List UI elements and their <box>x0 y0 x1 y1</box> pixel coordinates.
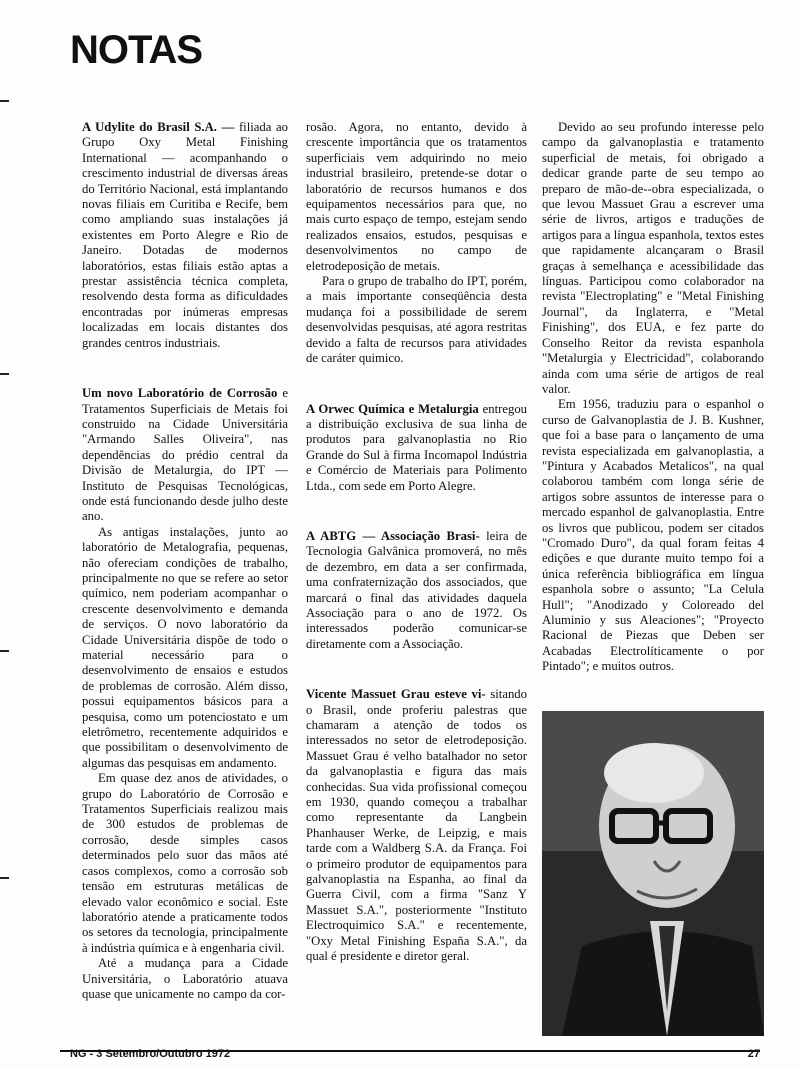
page-number: 27 <box>747 1048 760 1060</box>
article-paragraph: Devido ao seu profundo interesse pelo campo da galvanoplastia e tratamento superficial de metais, foi obrigado a dedicar grande parte de seu tempo ao preparo de mão-de--obra especializada, o que levou Massuet Grau a escrever uma série de livros, artigos e traduções de artigos para a língua espanhola, textos estes que rapidamente alcançaram o Brasil graças à semelhança e acessibilidade das línguas. Participou como colaborador na revista "Electroplating" e "Metal Finishing Journal", da Inglaterra, e "Metal Finishing", dos EUA, e fez parte do Conselho Reitor da revista espanhola "Metalurgia y Electricidad", colaborando ainda com uma série de artigos de real valor. <box>542 120 764 396</box>
margin-mark <box>0 373 9 375</box>
article-text: e Tratamentos Superficiais de Metais foi construido na Cidade Universitária "Armando Salles Oliveira", nas dependências do prédio central da Divisão de Metalurgia, do IPT — Instituto de Pesquisas Tecnológicas, onde está funcionando desde julho deste ano. <box>82 386 288 524</box>
page-footer <box>60 1050 760 1068</box>
article-heading: A ABTG — Associação Brasi- <box>306 528 480 543</box>
article-text: leira de Tecnologia Galvânica promoverá, no mês de dezembro, em data a ser confirmada, uma confraternização dos associados, que marcará o final das atividades daquela Associação para o ano de 1972. Os interessados poderão comunicar-se diretamente com a Associação. <box>306 528 528 651</box>
article-paragraph: Para o grupo de trabalho do IPT, porém, a mais importante conseqüência desta mudança foi a possibilidade de serem desenvolvidas pesquisas, até agora restritas devido a falta de recursos para atividades de caráter quimico. <box>306 274 527 366</box>
margin-mark <box>0 877 9 879</box>
portrait-photo <box>542 711 764 1036</box>
article-heading: Vicente Massuet Grau esteve vi- <box>306 687 486 702</box>
column-1 <box>82 120 288 1002</box>
article-laboratorio-continued <box>306 120 527 367</box>
margin-mark <box>0 650 9 652</box>
issue-line: NG - 3 Setembro/Outubro 1972 <box>70 1048 231 1060</box>
article-paragraph: Em quase dez anos de atividades, o grupo do Laboratório de Corrosão e Tratamentos Superficiais realizou mais de 300 estudos de problemas de corrosão, desde simples casos determinados pelo suor das mãos até casos complexos, como a corrosão sob tensão em estruturas metálicas de elevado valor econômico e social. Este laboratório atende a praticamente todos os setores da tecnologia, principalmente à indústria química e à engenharia civil. <box>82 771 288 955</box>
article-paragraph: rosão. Agora, no entanto, devido à crescente importância que os tratamentos superficiais vem adquirindo no meio industrial brasileiro, pretende-se dotar o laboratório de recursos humanos e dos equipamentos necessários para que, no mais curto espaço de tempo, estejam sendo realizados ensaios, estudos, pesquisas e desenvolvimentos no campo de eletrodeposição de metais. <box>306 120 527 273</box>
article-heading: Um novo Laboratório de Corrosão <box>82 386 278 401</box>
article-massuet <box>306 687 527 964</box>
article-heading: A Orwec Química e Metalurgia <box>306 401 479 416</box>
article-text: entregou a distribuição exclusiva de sua linha de produtos para galvanoplastia no Rio Grande do Sul à firma Incomapol Indústria e Comércio de Materiais para Polimento Ltda., com sede em Porto Alegre. <box>306 401 528 493</box>
article-orwec <box>306 402 527 494</box>
article-text: filiada ao Grupo Oxy Metal Finishing International — acompanhando o crescimento industrial de diversas áreas do Território Nacional, está implantando novas filiais em Curitiba e Recife, bem como ampliando suas instalações já existentes em Porto Alegre e Rio de Janeiro. Dotadas de modernos laboratórios, estas filiais estão aptas a prestar assistência técnica completa, resolvendo desta forma as dificuldades encontradas por inúmeras empresas localizadas em locais distantes dos grandes centros industriais. <box>82 120 288 350</box>
margin-mark <box>0 100 9 102</box>
article-paragraph: As antigas instalações, junto ao laboratório de Metalografia, pequenas, não ofereciam condições de trabalho, principalmente no que se refere ao setor químico, nem poderiam acompanhar o crescente desenvolvimento e demanda de serviços. O novo laboratório da Cidade Universitária dispõe de todo o material necessário para o desenvolvimento de ensaios e estudos de problemas de corrosão. Além disso, possui equipamentos básicos para a pesquisa, como um potenciostato e um eletrômetro, recentemente adquiridos e que possibilitam o desenvolvimento de algumas das pesquisas em andamento. <box>82 524 288 770</box>
column-3 <box>542 120 764 1036</box>
article-laboratorio <box>82 386 288 1002</box>
section-title: NOTAS <box>70 28 203 72</box>
article-heading: A Udylite do Brasil S.A. — <box>82 120 235 134</box>
article-paragraph: Até a mudança para a Cidade Universitária, o Laboratório atuava quase que unicamente no campo da cor- <box>82 956 288 1001</box>
article-abtg <box>306 529 527 652</box>
article-paragraph: Em 1956, traduziu para o espanhol o curso de Galvanoplastia de J. B. Kushner, que foi a base para o lançamento de uma revista especializada em galvanoplastia, a "Pintura y Acabados Metalicos", na qual colaborou também com longa série de artigos sobre assuntos de interesse para o mercado espanhol de galvanoplastia. Entre os livros que publicou, podem ser citados "Cromado Duro", da qual foram feitas 4 edições e que durante muito tempo foi a única referência bibliográfica em língua espanhola sobre o assunto; "La Celula Hull"; "Anodizado y Coloreado del Aluminio y sus Aleaciones"; "Proyecto Racional de Piezas que Deben ser Acabadas Electrolíticamente o por Pintado"; e muitos outros. <box>542 397 764 674</box>
article-udylite <box>82 120 288 351</box>
column-2 <box>306 120 527 965</box>
article-text: sitando o Brasil, onde proferiu palestras que chamaram a atenção de todos os interessados no setor de eletrodeposição. Massuet Grau é velho batalhador no setor da galvanoplastia e figura das mais conhecidas. Sua vida profissional começou em 1930, quando começou a trabalhar como representante da Langbein Phanhauser Werke, de Leipzig, e mais tarde com a Waldberg S.A. da França. Foi o primeiro produtor de equipamentos para galvanoplastia na Espanha, ao final da Guerra Civil, com a firma "Sanz Y Massuet S.A.", posteriormente "Instituto Electroquimico S.A." e recentemente, "Oxy Metal Finishing España S.A.", da qual é presidente e diretor geral. <box>306 687 527 964</box>
